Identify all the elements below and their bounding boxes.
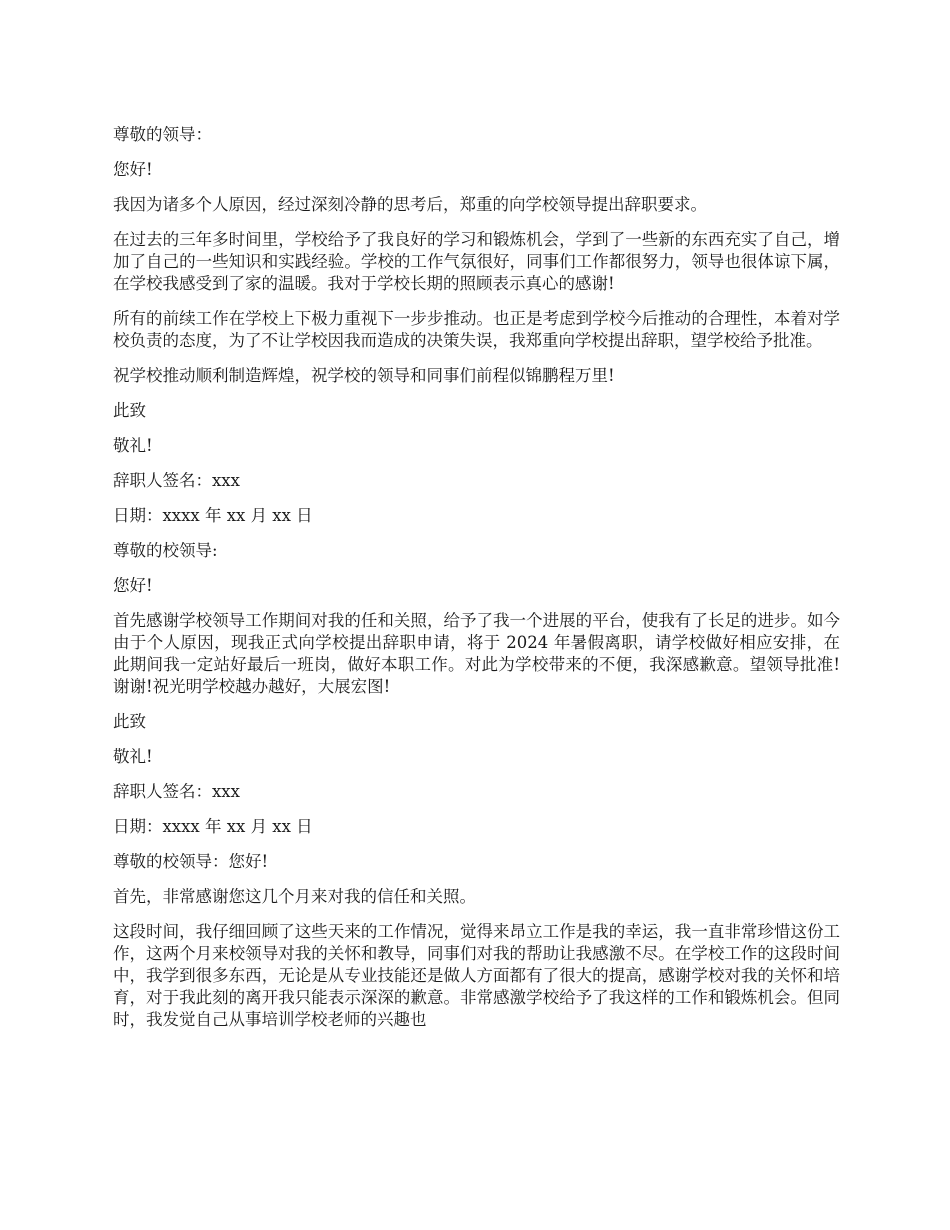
paragraph-gratitude: 在过去的三年多时间里，学校给予了我良好的学习和锻炼机会，学到了一些新的东西充实了自己，增加了自己的一些知识和实践经验。学校的工作气氛很好，同事们工作都很努力，领导也很体谅下属，在学校我感受到了家的温暖。我对于学校长期的照顾表示真心的感谢! — [113, 230, 840, 293]
paragraph-letter-3-thanks: 首先，非常感谢您这几个月来对我的信任和关照。 — [113, 887, 476, 906]
paragraph-resignation-request: 所有的前续工作在学校上下极力重视下一步步推动。也正是考虑到学校今后推动的合理性，本着对学校负责的态度，为了不让学校因我而造成的决策失误，我郑重向学校提出辞职，望学校给予批准。 — [113, 309, 840, 350]
paragraph-letter-2-body: 首先感谢学校领导工作期间对我的任和关照，给予了我一个进展的平台，使我有了长足的进步。如今由于个人原因，现我正式向学校提出辞职申请，将于 2024 年暑假离职，请学校做好相应安排，在此期间我一定站好最后一班岗，做好本职工作。对此为学校带来的不便，我深感歉意。望领导批准!谢谢!祝光明学校越办越好，大展宏图! — [113, 611, 840, 696]
signature-1: 辞职人签名：xxx — [113, 471, 240, 490]
salutation-1: 尊敬的领导： — [113, 125, 212, 144]
closing-cizhi-1: 此致 — [113, 401, 146, 420]
closing-jingli-2: 敬礼! — [113, 747, 153, 766]
paragraph-letter-3-body: 这段时间，我仔细回顾了这些天来的工作情况，觉得来昂立工作是我的幸运，我一直非常珍惜这份工作，这两个月来校领导对我的关怀和教导，同事们对我的帮助让我感激不尽。在学校工作的这段时间中，我学到很多东西，无论是从专业技能还是做人方面都有了很大的提高，感谢学校对我的关怀和培育，对于我此刻的离开我只能表示深深的歉意。非常感激学校给予了我这样的工作和锻炼机会。但同时，我发觉自己从事培训学校老师的兴趣也 — [113, 922, 840, 1029]
paragraph-wishes: 祝学校推动顺利制造辉煌，祝学校的领导和同事们前程似锦鹏程万里! — [113, 366, 615, 385]
salutation-2: 尊敬的校领导: — [113, 541, 218, 560]
greeting-2: 您好! — [113, 576, 153, 595]
paragraph-reason: 我因为诸多个人原因，经过深刻冷静的思考后，郑重的向学校领导提出辞职要求。 — [113, 195, 707, 214]
greeting-1: 您好! — [113, 160, 153, 179]
closing-jingli-1: 敬礼! — [113, 436, 153, 455]
document-body — [113, 124, 840, 1044]
salutation-3: 尊敬的校领导：您好! — [113, 852, 269, 871]
closing-cizhi-2: 此致 — [113, 712, 146, 731]
date-1: 日期：xxxx 年 xx 月 xx 日 — [113, 506, 313, 525]
date-2: 日期：xxxx 年 xx 月 xx 日 — [113, 817, 313, 836]
signature-2: 辞职人签名：xxx — [113, 782, 240, 801]
